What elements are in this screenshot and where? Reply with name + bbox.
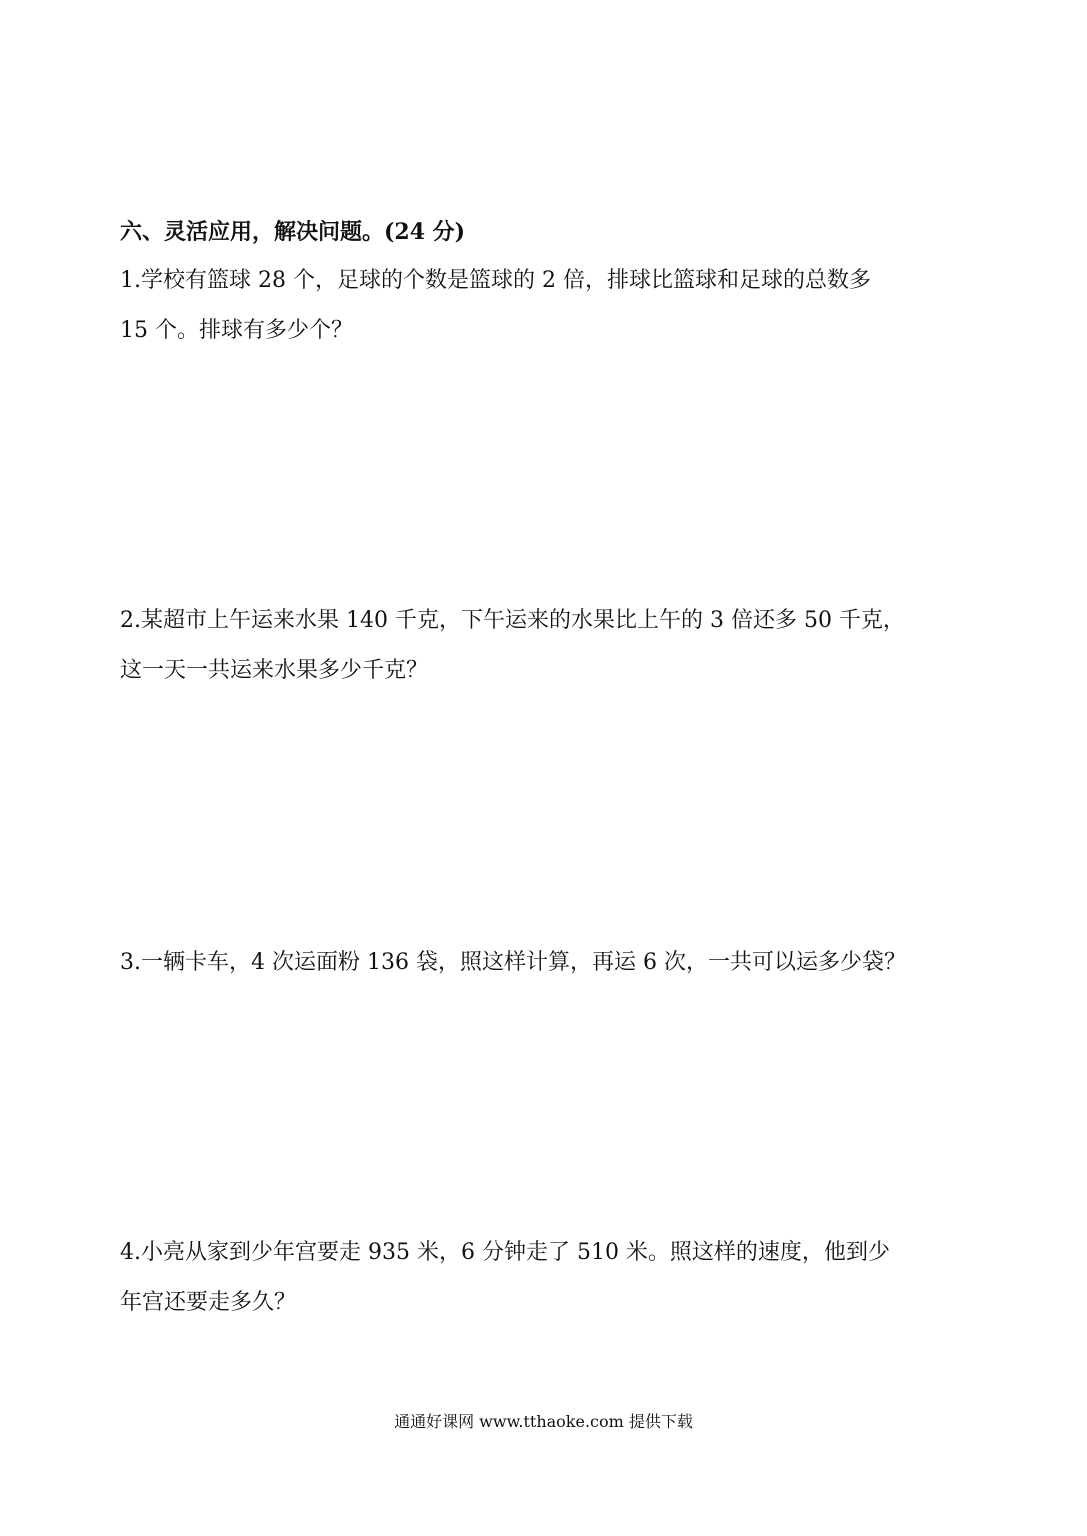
- question-2-line-1: 2.某超市上午运来水果 140 千克，下午运来的水果比上午的 3 倍还多 50 千克，: [120, 608, 905, 633]
- question-3-line-1: 3.一辆卡车，4 次运面粉 136 袋，照这样计算，再运 6 次，一共可以运多少袋？: [120, 950, 906, 975]
- question-4-line-2: 年宫还要走多久？: [120, 1290, 297, 1315]
- footer-source-text: 通通好课网 www.tthaoke.com 提供下载: [394, 1412, 693, 1431]
- question-2: [120, 596, 980, 696]
- question-4: [120, 1228, 980, 1328]
- question-1-line-2: 15 个。排球有多少个？: [120, 318, 353, 343]
- question-1-line-1: 1.学校有篮球 28 个，足球的个数是篮球的 2 倍，排球比篮球和足球的总数多: [120, 268, 871, 293]
- question-1: [120, 256, 980, 356]
- question-3: [120, 938, 980, 988]
- question-4-line-1: 4.小亮从家到少年宫要走 935 米，6 分钟走了 510 米。照这样的速度，他到少: [120, 1240, 890, 1265]
- question-2-line-2: 这一天一共运来水果多少千克？: [120, 658, 429, 683]
- section-title: 六、灵活应用，解决问题。(24 分): [120, 219, 466, 245]
